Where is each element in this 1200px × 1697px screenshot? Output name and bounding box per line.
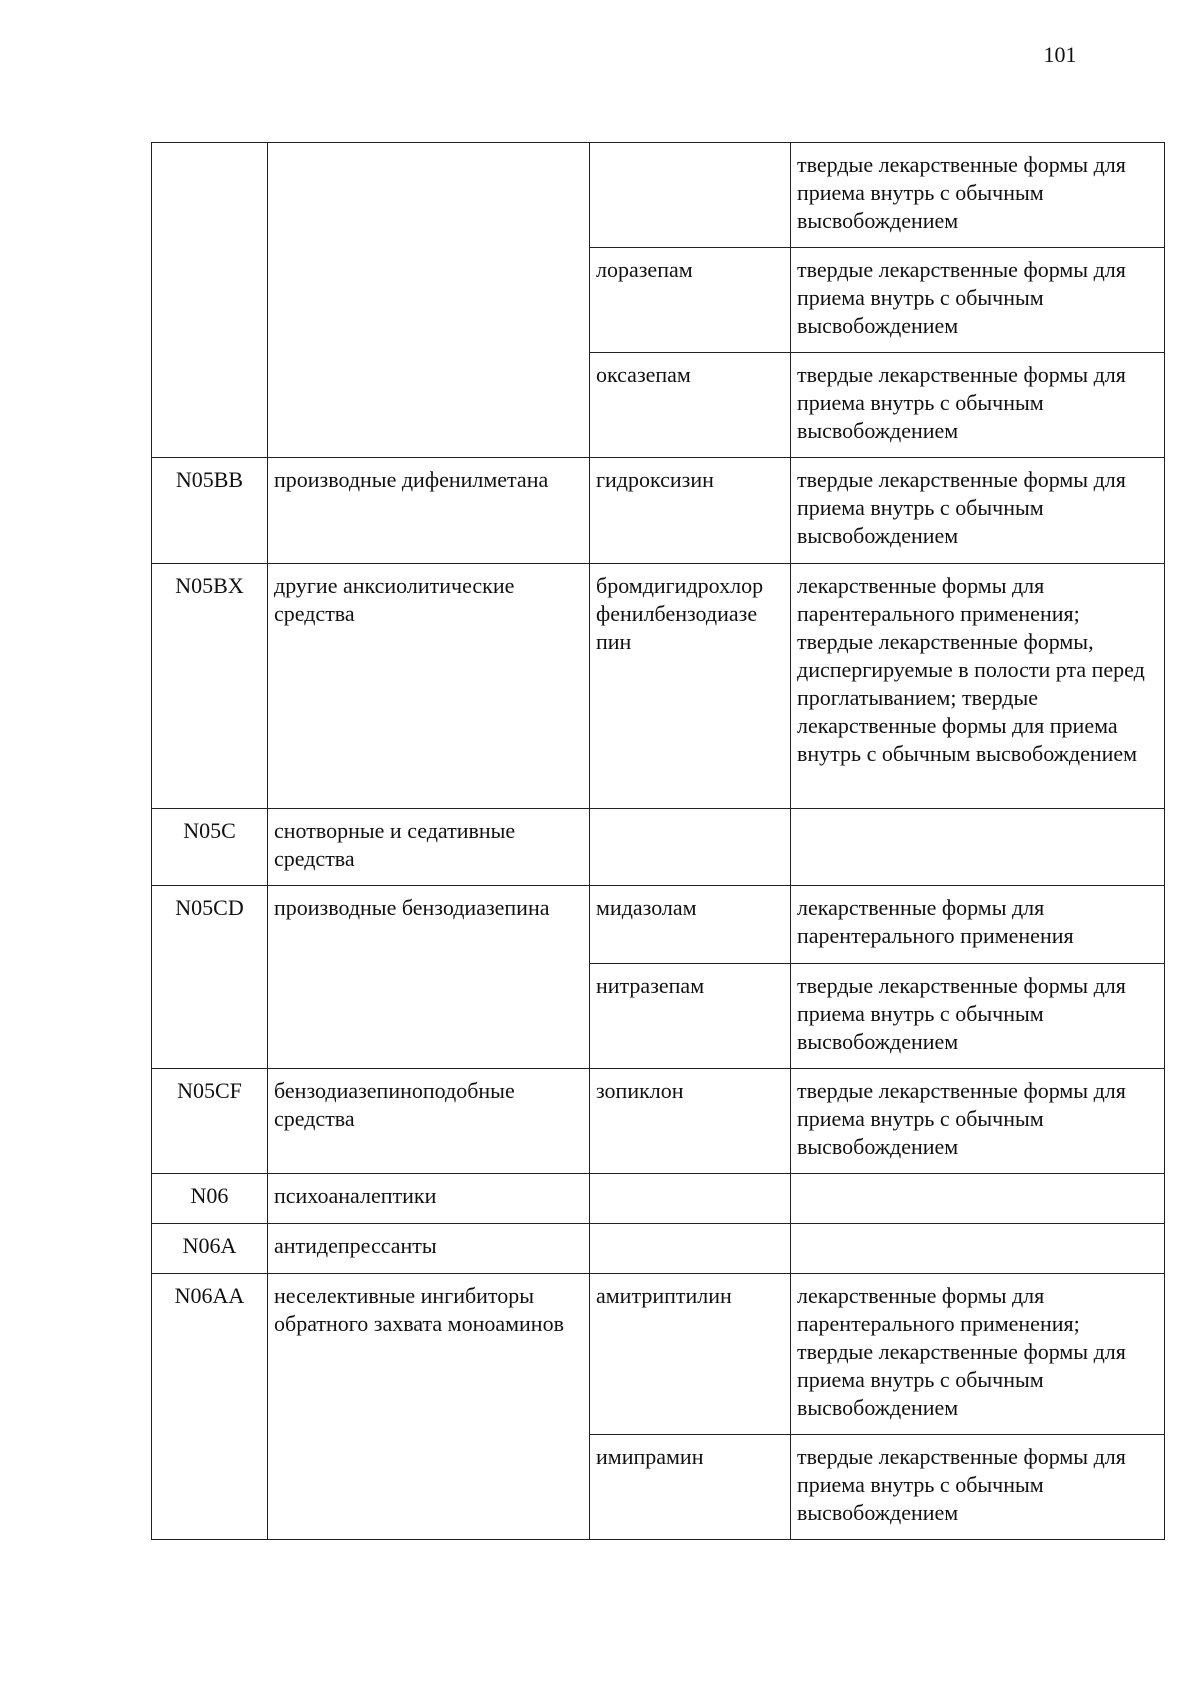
table-row xyxy=(152,458,1165,564)
dosage-form-cell: твердые лекарственные формы для приема внутрь с обычным высвобождением xyxy=(791,458,1165,564)
dosage-form-cell: твердые лекарственные формы для приема внутрь с обычным высвобождением xyxy=(791,248,1165,353)
table-row xyxy=(152,564,1165,809)
pharmacological-group-cell: бензодиазепиноподобные средства xyxy=(268,1069,590,1174)
drug-name-cell: мидазолам xyxy=(590,886,791,964)
atc-code-cell: N05BB xyxy=(152,458,268,564)
atc-code-cell: N06 xyxy=(152,1174,268,1224)
drug-name-cell xyxy=(590,1224,791,1274)
drug-name-cell xyxy=(590,143,791,248)
pharmacological-group-cell: другие анксиолитические средства xyxy=(268,564,590,809)
dosage-form-cell xyxy=(791,1224,1165,1274)
pharmacological-group-cell: снотворные и седативные средства xyxy=(268,809,590,886)
dosage-form-cell: твердые лекарственные формы для приема внутрь с обычным высвобождением xyxy=(791,353,1165,458)
pharmacological-group-cell: производные дифенилметана xyxy=(268,458,590,564)
atc-code-cell: N05C xyxy=(152,809,268,886)
table-row xyxy=(152,809,1165,886)
pharmacological-group-cell: антидепрессанты xyxy=(268,1224,590,1274)
drug-name-cell: зопиклон xyxy=(590,1069,791,1174)
atc-code-cell: N06A xyxy=(152,1224,268,1274)
pharmacological-group-cell: психоаналептики xyxy=(268,1174,590,1224)
drug-name-cell: имипрамин xyxy=(590,1435,791,1540)
atc-code-cell: N05CD xyxy=(152,886,268,1069)
dosage-form-cell: твердые лекарственные формы для приема внутрь с обычным высвобождением xyxy=(791,143,1165,248)
dosage-form-cell xyxy=(791,809,1165,886)
drug-name-cell: нитразепам xyxy=(590,964,791,1069)
page-number: 101 xyxy=(1043,42,1077,67)
drug-name-cell: бромдигидрохлор фенилбензодиазе пин xyxy=(590,564,791,809)
dosage-form-cell: твердые лекарственные формы для приема внутрь с обычным высвобождением xyxy=(791,1435,1165,1540)
drug-name-cell: амитриптилин xyxy=(590,1274,791,1435)
drug-name-cell xyxy=(590,809,791,886)
dosage-form-cell: твердые лекарственные формы для приема внутрь с обычным высвобождением xyxy=(791,1069,1165,1174)
table-row xyxy=(152,1069,1165,1174)
atc-code-cell: N06AA xyxy=(152,1274,268,1540)
drug-name-cell: оксазепам xyxy=(590,353,791,458)
medication-table xyxy=(151,142,1165,1540)
atc-code-cell: N05BX xyxy=(152,564,268,809)
table-row xyxy=(152,1174,1165,1224)
dosage-form-cell: лекарственные формы для парентерального применения xyxy=(791,886,1165,964)
table-row xyxy=(152,1224,1165,1274)
table-row xyxy=(152,1274,1165,1435)
dosage-form-cell: лекарственные формы для парентерального применения; твердые лекарственные формы для приема внутрь с обычным высвобождением xyxy=(791,1274,1165,1435)
drug-name-cell: гидроксизин xyxy=(590,458,791,564)
drug-name-cell xyxy=(590,1174,791,1224)
pharmacological-group-cell xyxy=(268,143,590,458)
dosage-form-cell: твердые лекарственные формы для приема внутрь с обычным высвобождением xyxy=(791,964,1165,1069)
atc-code-cell: N05CF xyxy=(152,1069,268,1174)
pharmacological-group-cell: производные бензодиазепина xyxy=(268,886,590,1069)
table-row xyxy=(152,886,1165,964)
dosage-form-cell: лекарственные формы для парентерального применения; твердые лекарственные формы, диспергируемые в полости рта перед проглатыванием; твердые лекарственные формы для приема внутрь с обычным высвобождением xyxy=(791,564,1165,809)
dosage-form-cell xyxy=(791,1174,1165,1224)
pharmacological-group-cell: неселективные ингибиторы обратного захвата моноаминов xyxy=(268,1274,590,1540)
table-row xyxy=(152,143,1165,248)
drug-name-cell: лоразепам xyxy=(590,248,791,353)
atc-code-cell xyxy=(152,143,268,458)
